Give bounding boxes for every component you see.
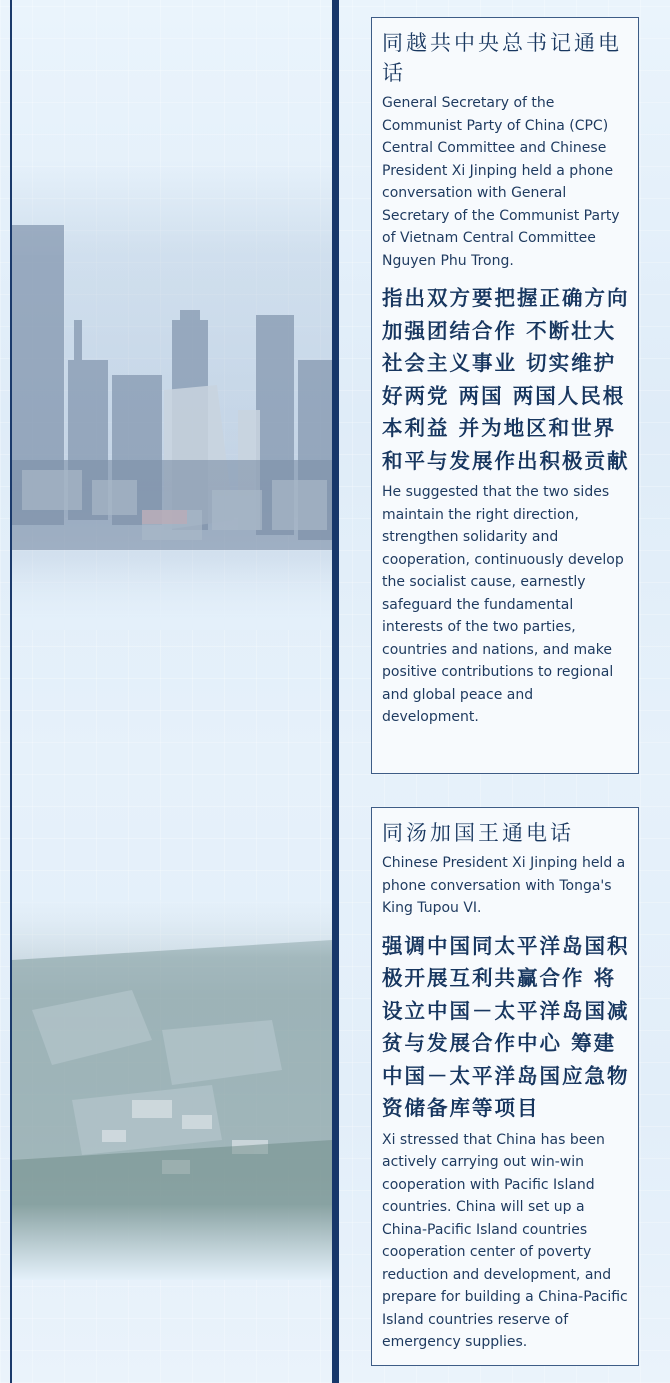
card-title-zh: 同汤加国王通电话 [382, 821, 574, 845]
card-title-zh: 同越共中央总书记通电话 [382, 31, 622, 85]
card-title-en: Chinese President Xi Jinping held a phone conversation with Tonga's King Tupou VI. [382, 855, 626, 916]
card-headline-zh: 强调中国同太平洋岛国积极开展互利共赢合作 将设立中国－太平洋岛国减贫与发展合作中心 筹建中国－太平洋岛国应急物资储备库等项目 [382, 933, 630, 1120]
card-title-en: General Secretary of the Communist Party of China (CPC) Central Committee and Chinese President Xi Jinping held a phone conversation with General Secretary of the Communist Party of Vietnam Central Committee Nguyen Phu Trong. [382, 95, 620, 269]
aerial-harbor-photo [12, 900, 332, 1280]
center-divider-bar [332, 0, 339, 1383]
news-card-tonga [371, 807, 639, 1366]
card-headline-zh: 指出双方要把握正确方向 加强团结合作 不断壮大社会主义事业 切实维护好两党 两国 两国人民根本利益 并为地区和世界和平与发展作出积极贡献 [382, 286, 630, 473]
news-card-vietnam [371, 17, 639, 774]
card-body-en: He suggested that the two sides maintain the right direction, strengthen solidarity and cooperation, continuously develop the socialist cause, earnestly safeguard the fundamental interests of the two parties, countries and nations, and make positive contributions to regional and global peace and development. [382, 484, 624, 725]
city-skyline-photo [12, 160, 332, 630]
card-body-en: Xi stressed that China has been actively carrying out win-win cooperation with Pacific Island countries. China will set up a China-Pacific Island countries cooperation center of poverty reduction and development, and prepare for building a China-Pacific Island countries reserve of emergency supplies. [382, 1131, 628, 1350]
